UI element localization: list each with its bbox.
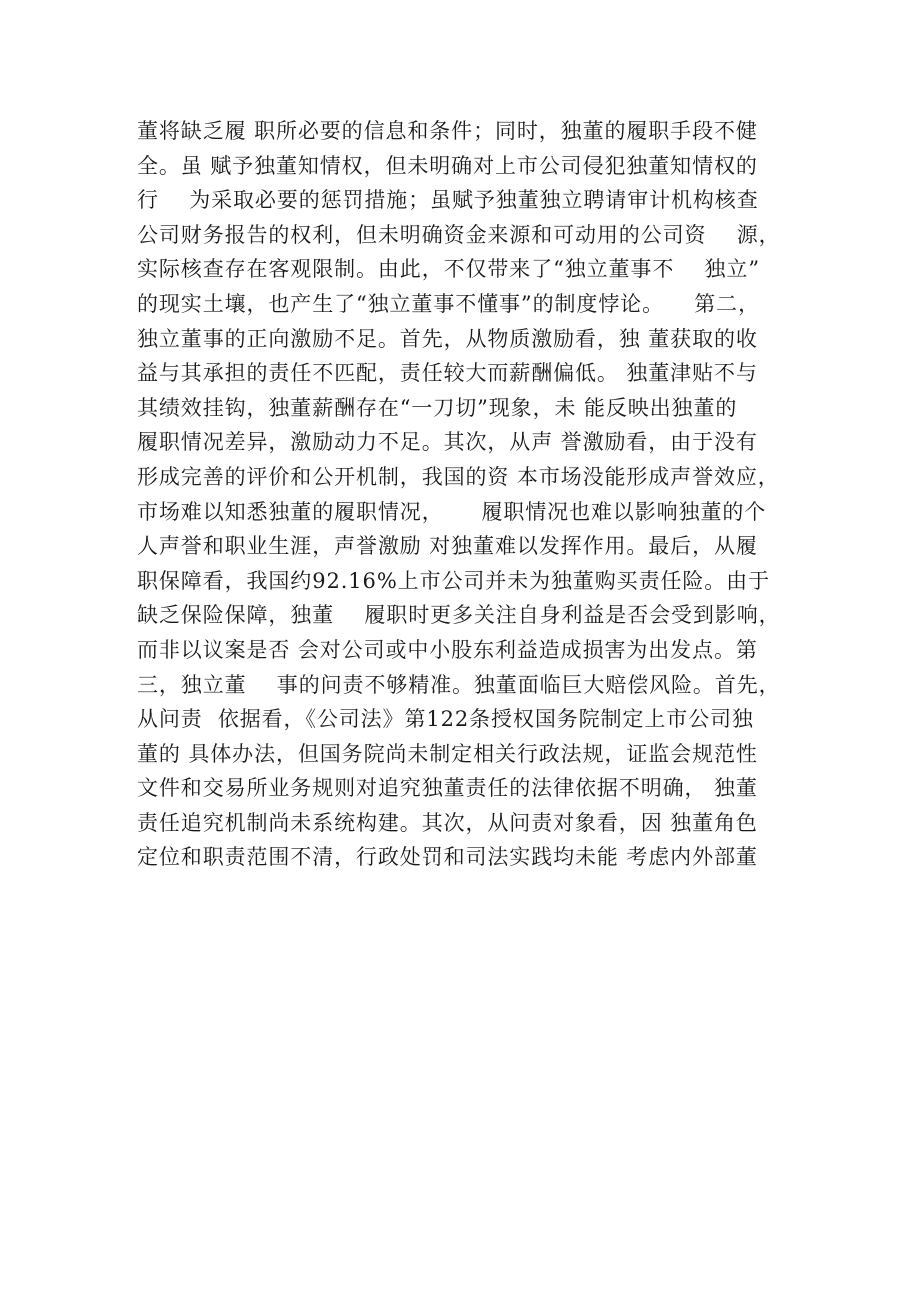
text-line: 的现实土壤，也产生了“独立董事不懂事”的制度悖论。 第二， [137,291,760,316]
text-line: 履职情况差异，激励动力不足。其次，从声 誉激励看，由于没有 [137,430,758,455]
text-line: 董的 具体办法，但国务院尚未制定相关行政法规，证监会规范性 [137,741,758,766]
text-line: 文件和交易所业务规则对追究独董责任的法律依据不明确， 独董 [137,776,758,801]
text-line: 缺乏保险保障，独董 履职时更多关注自身利益是否会受到影响， [137,603,781,628]
text-line: 定位和职责范围不清，行政处罚和司法实践均未能 考虑内外部董 [137,845,758,870]
text-line: 职保障看，我国约92.16%上市公司并未为独董购买责任险。由于 [137,568,770,593]
text-line: 人声誉和职业生涯，声誉激励 对独董难以发挥作用。最后，从履 [137,534,758,559]
text-line: 而非以议案是否 会对公司或中小股东利益造成损害为出发点。第 [137,637,758,662]
text-line: 三，独立董 事的问责不够精准。独董面临巨大赔偿风险。首先， [137,672,781,697]
text-line: 益与其承担的责任不匹配，责任较大而薪酬偏低。 独董津贴不与 [137,361,758,386]
text-line: 责任追究机制尚未系统构建。其次，从问责对象看，因 独董角色 [137,810,758,835]
text-line: 实际核查存在客观限制。由此，不仅带来了“独立董事不 独立” [137,257,760,282]
text-line: 形成完善的评价和公开机制，我国的资 本市场没能形成声誉效应， [137,464,780,489]
text-line: 行 为采取必要的惩罚措施；虽赋予独董独立聘请审计机构核查 [137,188,759,213]
body-text [137,114,797,875]
text-line: 独立董事的正向激励不足。首先，从物质激励看，独 董获取的收 [137,326,758,351]
text-line: 董将缺乏履 职所必要的信息和条件；同时，独董的履职手段不健 [137,119,758,143]
text-line: 市场难以知悉独董的履职情况， 履职情况也难以影响独董的个 [137,499,767,524]
text-line: 全。虽 赋予独董知情权，但未明确对上市公司侵犯独董知情权的 [137,153,758,178]
text-line: 其绩效挂钩，独董薪酬存在“一刀切”现象，未 能反映出独董的 [137,395,738,420]
text-line: 从问责 依据看，《公司法》第122条授权国务院制定上市公司独 [137,707,754,732]
text-line: 公司财务报告的权利，但未明确资金来源和可动用的公司资 源， [137,222,781,247]
